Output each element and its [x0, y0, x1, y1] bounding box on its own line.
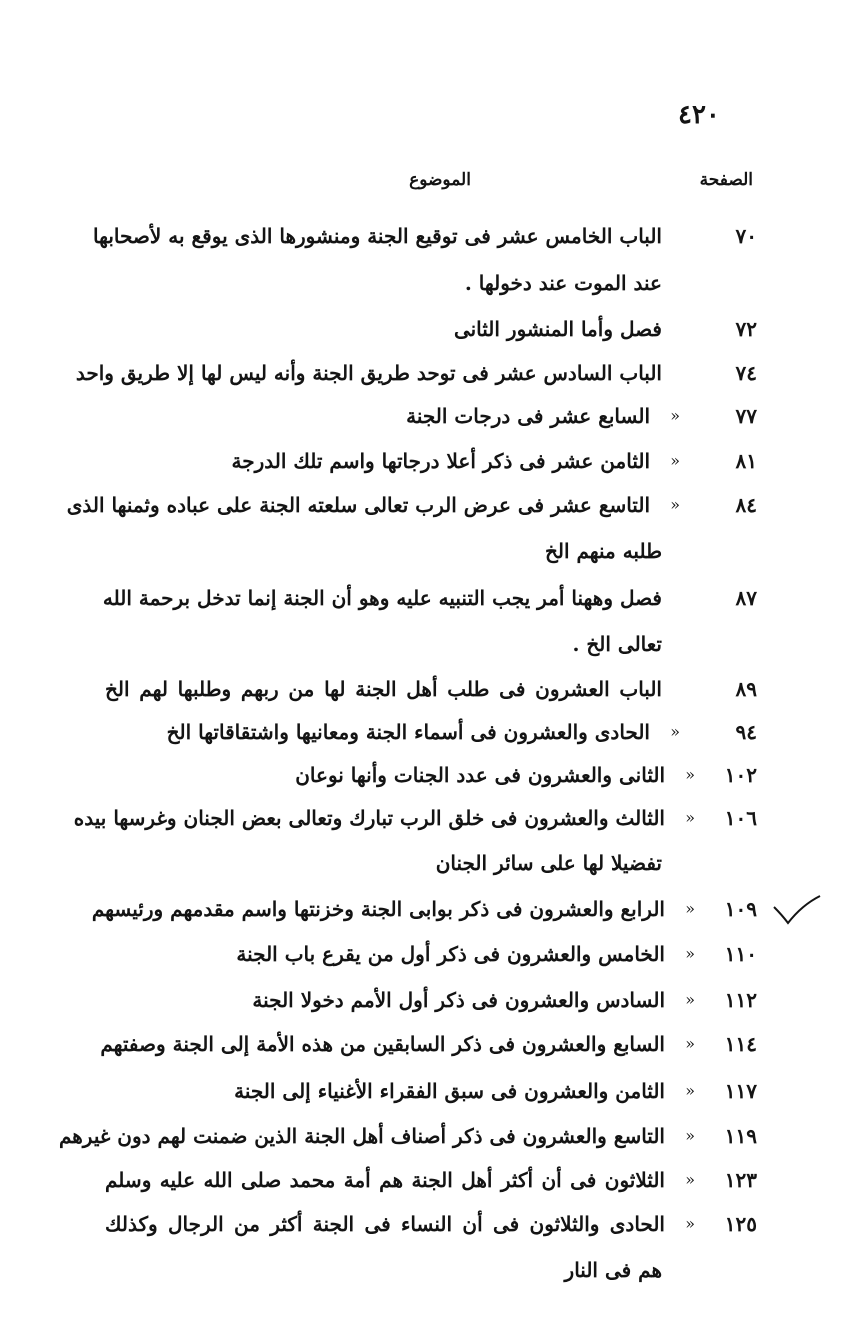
toc-page-number: ٨٩	[735, 677, 757, 701]
toc-entry	[0, 218, 845, 264]
toc-entry-continuation	[0, 845, 845, 891]
ditto-mark: «	[685, 990, 695, 1009]
toc-title-line: السابع عشر فى درجات الجنة	[406, 404, 650, 428]
toc-entry	[0, 1162, 845, 1208]
toc-page-number: ٧٤	[735, 361, 757, 385]
toc-title-line: هم فى النار	[564, 1258, 662, 1282]
toc-entry-continuation	[0, 626, 845, 672]
toc-page-number: ١٢٣	[724, 1168, 757, 1192]
toc-page-number: ١٠٩	[724, 897, 757, 921]
ditto-mark: «	[685, 1170, 695, 1189]
toc-entry-continuation	[0, 533, 845, 579]
toc-title-line: تفضيلا لها على سائر الجنان	[435, 851, 662, 875]
toc-title-line: فصل وأما المنشور الثانى	[453, 317, 662, 341]
toc-page-number: ١١٧	[724, 1079, 757, 1103]
toc-entry-continuation	[0, 1252, 845, 1298]
toc-entry	[0, 671, 845, 717]
ditto-mark: «	[685, 1214, 695, 1233]
ditto-mark: «	[685, 808, 695, 827]
toc-page-number: ٧٢	[735, 317, 757, 341]
toc-title-line: الحادى والعشرون فى أسماء الجنة ومعانيها واشتقاقاتها الخ	[166, 720, 650, 744]
page-column-header: الصفحة	[699, 170, 753, 190]
ditto-mark: «	[670, 495, 680, 514]
toc-entry	[0, 1206, 845, 1252]
toc-entry	[0, 311, 845, 357]
ditto-mark: «	[670, 451, 680, 470]
toc-page-number: ١٢٥	[724, 1212, 757, 1236]
toc-entry	[0, 891, 845, 937]
toc-entry	[0, 1118, 845, 1164]
toc-entry	[0, 982, 845, 1028]
toc-title-line: الخامس والعشرون فى ذكر أول من يقرع باب الجنة	[236, 942, 665, 966]
toc-page-number: ١١٢	[724, 988, 757, 1012]
toc-entry	[0, 714, 845, 760]
toc-title-line: الثالث والعشرون فى خلق الرب تبارك وتعالى بعض الجنان وغرسها بيده	[73, 806, 665, 830]
toc-entry	[0, 355, 845, 401]
toc-title-line: طلبه منهم الخ	[544, 539, 662, 563]
ditto-mark: «	[685, 1081, 695, 1100]
ditto-mark: «	[685, 1034, 695, 1053]
toc-entry	[0, 757, 845, 803]
toc-entry	[0, 580, 845, 626]
toc-title-line: الرابع والعشرون فى ذكر بوابى الجنة وخزنتها واسم مقدمهم ورئيسهم	[91, 897, 665, 921]
toc-page-number: ٨٧	[735, 586, 757, 610]
ditto-mark: «	[670, 406, 680, 425]
toc-page-number: ١٠٦	[724, 806, 757, 830]
toc-page-number: ٩٤	[735, 720, 757, 744]
ditto-mark: «	[685, 765, 695, 784]
toc-entry	[0, 800, 845, 846]
toc-title-line: التاسع والعشرون فى ذكر أصناف أهل الجنة الذين ضمنت لهم دون غيرهم	[58, 1124, 665, 1148]
toc-entry	[0, 398, 845, 444]
toc-title-line: الباب العشرون فى طلب أهل الجنة لها من ربهم وطلبها لهم الخ	[105, 677, 662, 701]
toc-title-line: الثلاثون فى أن أكثر أهل الجنة هم أمة محمد صلى الله عليه وسلم	[105, 1168, 665, 1192]
toc-title-line: السادس والعشرون فى ذكر أول الأمم دخولا الجنة	[252, 988, 665, 1012]
ditto-mark: «	[685, 899, 695, 918]
toc-page-number: ١١٩	[724, 1124, 757, 1148]
toc-page-number: ٧٧	[735, 404, 757, 428]
check-mark-icon	[772, 893, 822, 929]
toc-title-line: تعالى الخ .	[572, 632, 662, 656]
toc-entry	[0, 487, 845, 533]
toc-page-number: ٨١	[735, 449, 757, 473]
toc-entry	[0, 936, 845, 982]
ditto-mark: «	[685, 944, 695, 963]
toc-title-line: الثامن عشر فى ذكر أعلا درجاتها واسم تلك الدرجة	[231, 449, 650, 473]
toc-entry	[0, 1026, 845, 1072]
page-number: ٤٢٠	[678, 100, 720, 130]
ditto-mark: «	[670, 722, 680, 741]
toc-entry-continuation	[0, 265, 845, 311]
toc-entry	[0, 1073, 845, 1119]
toc-page-number: ١٠٢	[724, 763, 757, 787]
toc-page-number: ١١٠	[724, 942, 757, 966]
toc-title-line: عند الموت عند دخولها .	[464, 271, 662, 295]
toc-page-number: ١١٤	[724, 1032, 757, 1056]
toc-title-line: الحادى والثلاثون فى أن النساء فى الجنة أكثر من الرجال وكذلك	[105, 1212, 665, 1236]
toc-title-line: الثانى والعشرون فى عدد الجنات وأنها نوعان	[295, 763, 665, 787]
toc-page-number: ٧٠	[735, 224, 757, 248]
toc-title-line: التاسع عشر فى عرض الرب تعالى سلعته الجنة على عباده وثمنها الذى	[66, 493, 650, 517]
toc-entry	[0, 443, 845, 489]
ditto-mark: «	[685, 1126, 695, 1145]
toc-title-line: فصل وههنا أمر يجب التنبيه عليه وهو أن الجنة إنما تدخل برحمة الله	[102, 586, 662, 610]
toc-title-line: الباب السادس عشر فى توحد طريق الجنة وأنه ليس لها إلا طريق واحد	[75, 361, 662, 385]
toc-title-line: السابع والعشرون فى ذكر السابقين من هذه الأمة إلى الجنة وصفتهم	[100, 1032, 665, 1056]
toc-title-line: الباب الخامس عشر فى توقيع الجنة ومنشورها الذى يوقع به لأصحابها	[93, 224, 662, 248]
toc-page-number: ٨٤	[735, 493, 757, 517]
topic-column-header: الموضوع	[409, 170, 471, 190]
toc-title-line: الثامن والعشرون فى سبق الفقراء الأغنياء إلى الجنة	[234, 1079, 665, 1103]
